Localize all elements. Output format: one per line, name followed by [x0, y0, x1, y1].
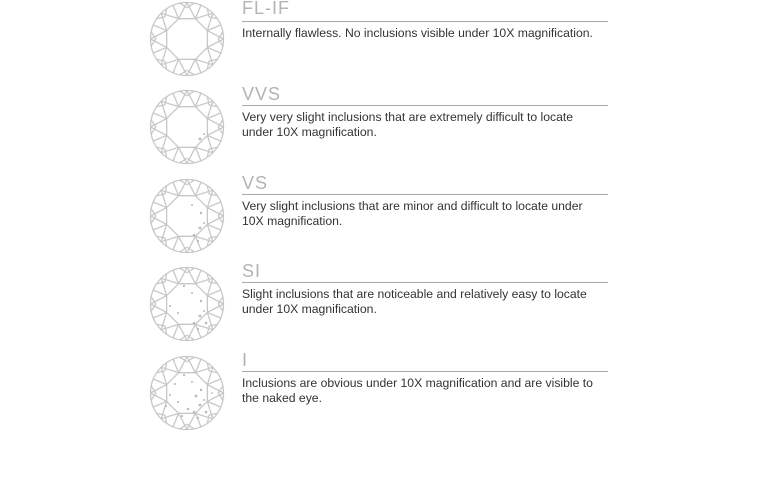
diamond-vs-icon: [148, 177, 226, 255]
inclusion-speck: [199, 404, 202, 407]
grade-title: VS: [242, 173, 269, 193]
grade-title: SI: [242, 261, 262, 281]
inclusion-speck: [193, 411, 196, 414]
inclusion-speck: [199, 315, 202, 318]
inclusion-speck: [200, 212, 202, 214]
inclusion-speck: [193, 322, 196, 325]
inclusion-speck: [169, 394, 171, 396]
inclusion-speck: [203, 133, 205, 135]
inclusion-speck: [183, 285, 185, 287]
inclusion-speck: [205, 322, 208, 325]
inclusion-speck: [199, 138, 202, 141]
diamond-si-icon: [148, 265, 226, 343]
inclusion-speck: [177, 312, 179, 314]
inclusion-speck: [191, 381, 193, 383]
grade-title: FL-IF: [242, 0, 290, 18]
grade-item-fl-if: [148, 0, 618, 80]
inclusion-speck: [200, 300, 202, 302]
inclusion-speck: [195, 395, 198, 398]
inclusion-speck: [193, 234, 196, 237]
grade-item-vs: [148, 173, 618, 257]
inclusion-speck: [203, 399, 205, 401]
diamond-flawless-icon: [148, 0, 226, 78]
inclusion-speck: [211, 392, 213, 394]
inclusion-speck: [197, 240, 199, 242]
inclusion-speck: [181, 415, 183, 417]
inclusion-speck: [200, 389, 202, 391]
diamond-i-icon: [148, 354, 226, 432]
inclusion-speck: [169, 305, 171, 307]
grade-item-si: [148, 261, 618, 345]
grade-divider: [242, 282, 608, 283]
inclusion-speck: [203, 310, 205, 312]
grade-divider: [242, 105, 608, 106]
inclusion-speck: [177, 401, 179, 403]
inclusion-speck: [197, 417, 199, 419]
inclusion-speck: [191, 204, 193, 206]
inclusion-speck: [205, 411, 208, 414]
grade-divider: [242, 194, 608, 195]
grade-description: Slight inclusions that are noticeable and relatively easy to locate under 10X magnification.: [242, 287, 587, 316]
diamond-vvs-icon: [148, 88, 226, 166]
inclusion-speck: [197, 328, 199, 330]
inclusion-speck: [183, 374, 185, 376]
grade-description: Internally flawless. No inclusions visible under 10X magnification.: [242, 26, 593, 40]
inclusion-speck: [174, 383, 176, 385]
inclusion-speck: [191, 292, 193, 294]
grade-divider: [242, 21, 608, 22]
grade-description: Very slight inclusions that are minor and difficult to locate under 10X magnification.: [242, 199, 583, 228]
grade-description: Inclusions are obvious under 10X magnification and are visible to the naked eye.: [242, 376, 593, 405]
grade-title: I: [242, 350, 249, 370]
inclusion-speck: [187, 408, 189, 410]
grade-description: Very very slight inclusions that are extremely difficult to locate under 10X magnification.: [242, 110, 574, 139]
inclusion-speck: [203, 222, 205, 224]
inclusion-speck: [165, 405, 167, 407]
inclusion-speck: [199, 227, 202, 230]
grade-item-vvs: [148, 84, 618, 168]
grade-item-i: [148, 350, 618, 434]
grade-title: VVS: [242, 84, 282, 104]
grade-divider: [242, 371, 608, 372]
